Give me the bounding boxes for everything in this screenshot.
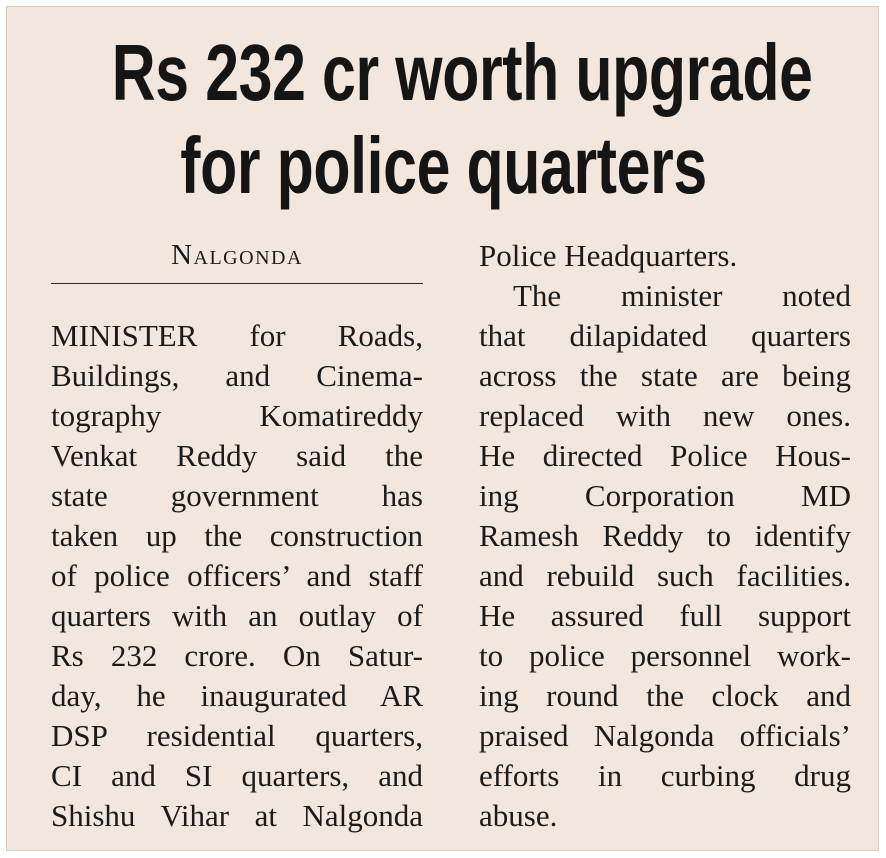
body-line: to police personnel work-: [479, 638, 851, 673]
body-line: Shishu Vihar at Nalgonda: [51, 798, 423, 833]
body-line: Venkat Reddy said the: [51, 438, 423, 473]
body-line: Buildings, and Cinema-: [51, 358, 423, 393]
body-line: abuse.: [479, 798, 558, 833]
body-line: DSP residential quarters,: [51, 718, 423, 753]
body-line: ing Corporation MD: [479, 478, 851, 513]
body-line: state government has: [51, 478, 423, 513]
headline-line-2: for police quarters: [180, 121, 707, 210]
body-line: of police officers’ and staff: [51, 558, 423, 593]
body-line: across the state are being: [479, 358, 851, 393]
body-line: Ramesh Reddy to identify: [479, 518, 851, 553]
body-line: The minister noted: [513, 278, 851, 313]
headline-line-1: Rs 232 cr worth upgrade: [111, 28, 813, 117]
body-line: efforts in curbing drug: [479, 758, 851, 793]
body-line: tography Komatireddy: [51, 398, 423, 433]
body-line: ing round the clock and: [479, 678, 851, 713]
news-clipping: [6, 6, 879, 851]
body-line: MINISTER for Roads,: [51, 318, 423, 353]
dateline: Nalgonda: [171, 239, 303, 271]
body-line: CI and SI quarters, and: [51, 758, 423, 793]
body-line: that dilapidated quarters: [479, 318, 851, 353]
article-column-1: [51, 316, 423, 836]
dateline-rule: [51, 283, 423, 284]
body-line: replaced with new ones.: [479, 398, 851, 433]
body-line: praised Nalgonda officials’: [479, 718, 851, 753]
body-line: day, he inaugurated AR: [51, 678, 423, 713]
body-line: quarters with an outlay of: [51, 598, 423, 633]
article-column-2: [479, 236, 851, 836]
body-line: He assured full support: [479, 598, 851, 633]
body-line: Police Headquarters.: [479, 238, 738, 273]
body-line: and rebuild such facilities.: [479, 558, 851, 593]
body-line: taken up the construction: [51, 518, 423, 553]
body-line: Rs 232 crore. On Satur-: [51, 638, 423, 673]
body-line: He directed Police Hous-: [479, 438, 851, 473]
